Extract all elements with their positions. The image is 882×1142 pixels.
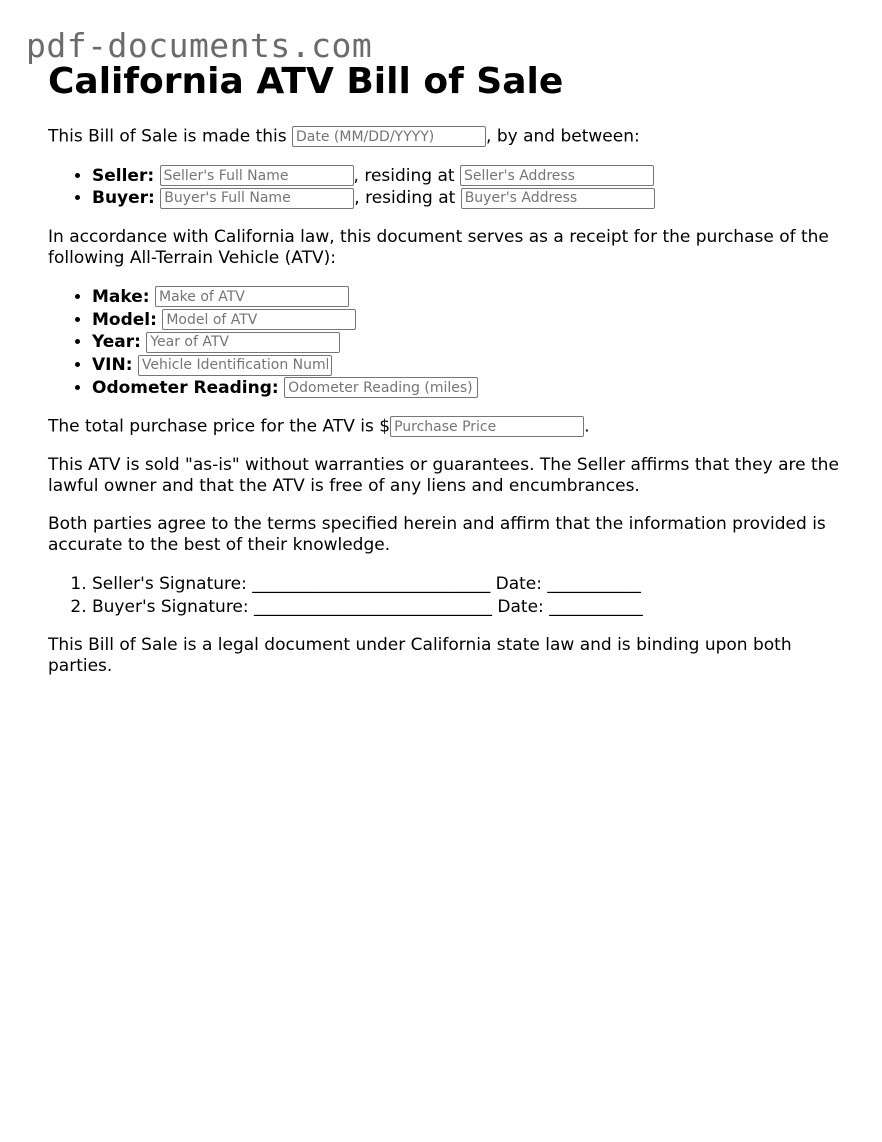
seller-label: Seller:	[92, 165, 155, 186]
seller-signature-line: 1. Seller's Signature: ____________________________ Date: ___________	[92, 573, 848, 596]
make-label: Make:	[92, 286, 150, 307]
buyer-address-input[interactable]	[461, 188, 655, 209]
party-seller	[92, 165, 848, 188]
price-prefix: The total purchase price for the ATV is $	[48, 416, 391, 437]
make-input[interactable]	[155, 286, 349, 307]
buyer-name-input[interactable]	[160, 188, 354, 209]
parties-list	[48, 165, 848, 210]
price-suffix: .	[584, 416, 590, 437]
vehicle-make-item	[92, 286, 848, 309]
vin-input[interactable]	[138, 355, 332, 376]
model-label: Model:	[92, 309, 157, 330]
odometer-input[interactable]	[284, 377, 478, 398]
party-buyer	[92, 187, 848, 210]
page-title: California ATV Bill of Sale	[48, 61, 564, 102]
vehicle-details-list	[48, 286, 848, 400]
vehicle-year-item	[92, 331, 848, 354]
seller-name-input[interactable]	[160, 165, 354, 186]
signatures-list	[48, 573, 848, 618]
buyer-signature-line: 2. Buyer's Signature: ____________________________ Date: ___________	[92, 596, 848, 619]
document-body	[48, 60, 848, 694]
buyer-residing-text: , residing at	[354, 188, 461, 209]
closing-paragraph: This Bill of Sale is a legal document under California state law and is binding upon both parties.	[48, 635, 792, 677]
watermark: pdf-documents.com	[26, 26, 373, 65]
price-paragraph	[48, 416, 848, 438]
vehicle-vin-item	[92, 354, 848, 377]
vehicle-odometer-item	[92, 377, 848, 400]
date-input[interactable]	[292, 126, 486, 147]
agreement-paragraph: Both parties agree to the terms specified herein and affirm that the information provided is accurate to the best of their knowledge.	[48, 513, 826, 555]
intro-prefix: This Bill of Sale is made this	[48, 126, 293, 147]
seller-residing-text: , residing at	[353, 165, 460, 186]
intro-paragraph	[48, 126, 848, 148]
model-input[interactable]	[162, 309, 356, 330]
purchase-price-input[interactable]	[390, 416, 584, 437]
year-label: Year:	[92, 332, 141, 353]
seller-address-input[interactable]	[460, 165, 654, 186]
vehicle-model-item	[92, 309, 848, 332]
odometer-label: Odometer Reading:	[92, 377, 279, 398]
receipt-paragraph: In accordance with California law, this document serves as a receipt for the purchase of the following All-Terrain Vehicle (ATV):	[48, 226, 829, 268]
buyer-label: Buyer:	[92, 188, 155, 209]
as-is-paragraph: This ATV is sold "as-is" without warranties or guarantees. The Seller affirms that they are the lawful owner and that the ATV is free of any liens and encumbrances.	[48, 454, 839, 496]
vin-label: VIN:	[92, 355, 133, 376]
intro-suffix: , by and between:	[486, 126, 640, 147]
year-input[interactable]	[146, 332, 340, 353]
